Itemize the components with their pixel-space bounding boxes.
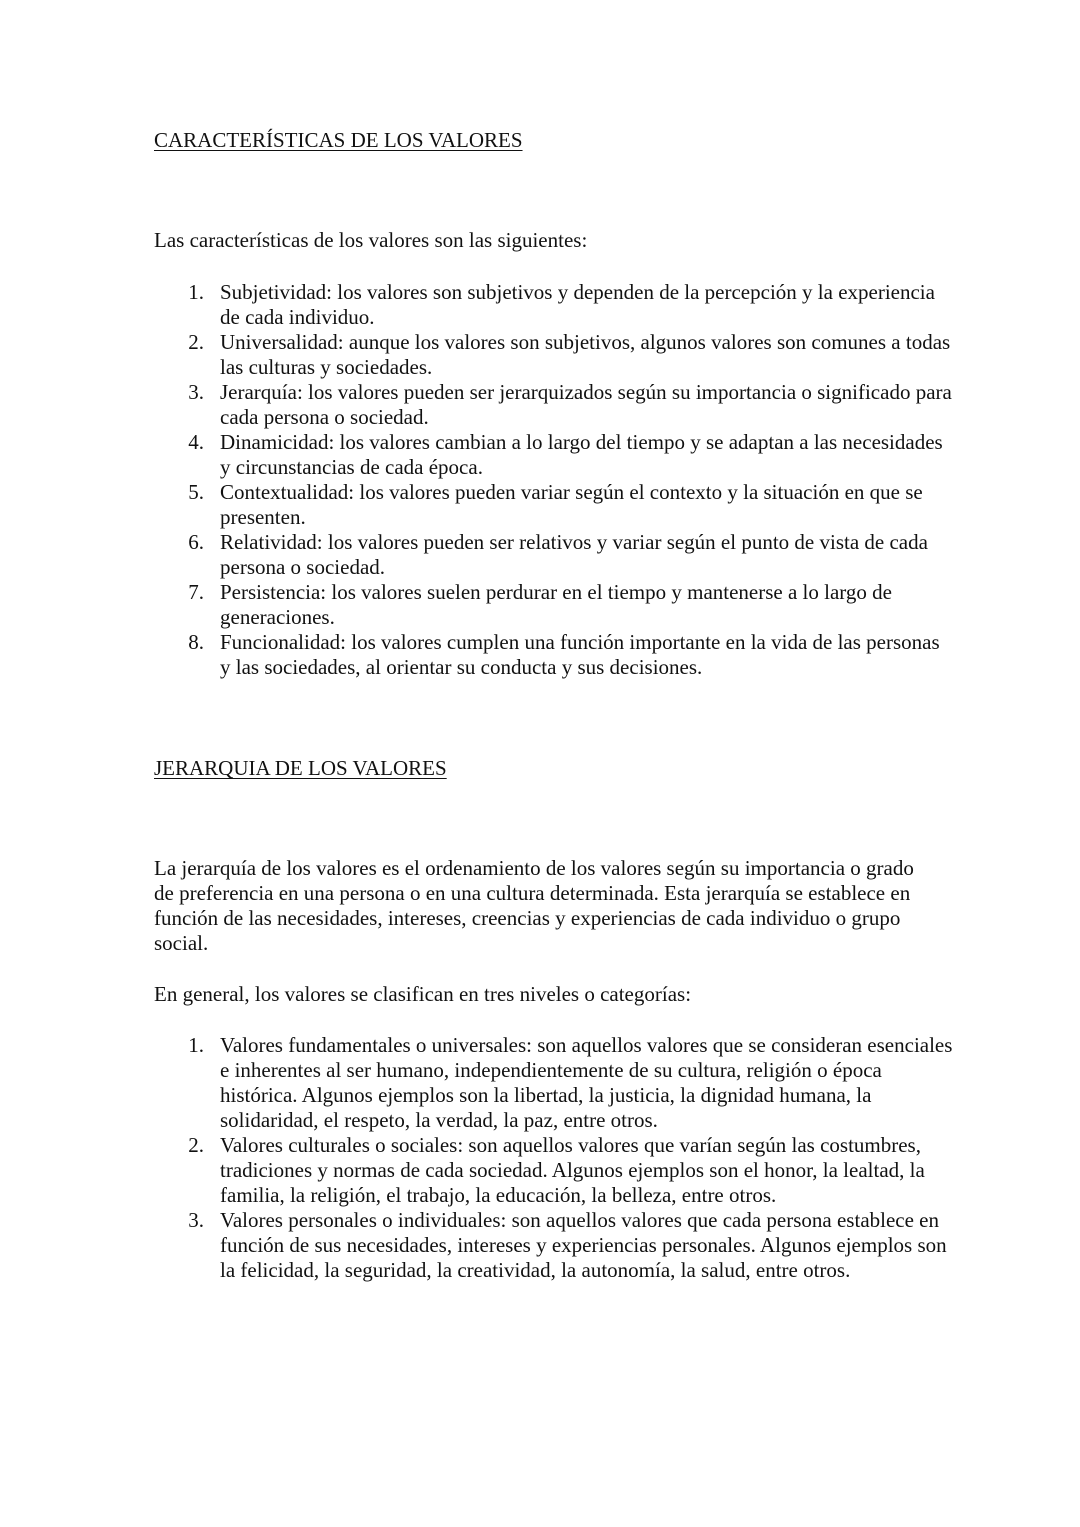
list-item [154,480,954,530]
list-item-number: 6. [188,530,204,554]
list-item-number: 1. [188,280,204,304]
section-paragraph-jerarquia: La jerarquía de los valores es el ordenamiento de los valores según su importancia o grado de preferencia en una persona o en una cultura determinada. Esta jerarquía se establece en función de las necesidades, intereses, creencias y experiencias de cada individuo o grupo social. [154,856,914,955]
section-title-caracteristicas: CARACTERÍSTICAS DE LOS VALORES [154,128,523,152]
list-item [154,530,954,580]
list-item-text: Persistencia: los valores suelen perdurar en el tiempo y mantenerse a lo largo de generaciones. [220,580,892,629]
list-item-text: Jerarquía: los valores pueden ser jerarquizados según su importancia o significado para cada persona o sociedad. [220,380,952,429]
list-item-number: 4. [188,430,204,454]
list-item-text: Subjetividad: los valores son subjetivos y dependen de la percepción y la experiencia de cada individuo. [220,280,935,329]
list-item-text: Relatividad: los valores pueden ser relativos y variar según el punto de vista de cada persona o sociedad. [220,530,928,579]
list-item-number: 2. [188,1133,204,1157]
list-item-number: 2. [188,330,204,354]
list-item-text: Valores culturales o sociales: son aquellos valores que varían según las costumbres, tradiciones y normas de cada sociedad. Algunos ejemplos son el honor, la lealtad, la familia, la religión, el trabajo, la educación, la belleza, entre otros. [220,1133,925,1207]
list-item [154,1133,954,1208]
list-item [154,580,954,630]
list-item-number: 7. [188,580,204,604]
hierarchy-list [154,1033,954,1283]
list-item [154,1033,954,1133]
section-intro-caracteristicas: Las características de los valores son las siguientes: [154,228,588,252]
list-item [154,280,954,330]
list-item-text: Valores personales o individuales: son aquellos valores que cada persona establece en función de sus necesidades, intereses y experiencias personales. Algunos ejemplos son la felicidad, la seguridad, la creatividad, la autonomía, la salud, entre otros. [220,1208,947,1282]
list-item-text: Contextualidad: los valores pueden variar según el contexto y la situación en que se presenten. [220,480,923,529]
list-item-text: Funcionalidad: los valores cumplen una función importante en la vida de las personas y las sociedades, al orientar su conducta y sus decisiones. [220,630,940,679]
list-item-number: 5. [188,480,204,504]
section-title-jerarquia: JERARQUIA DE LOS VALORES [154,756,447,780]
list-item-number: 8. [188,630,204,654]
characteristics-list [154,280,954,680]
section-intro-jerarquia: En general, los valores se clasifican en tres niveles o categorías: [154,982,692,1006]
list-item [154,430,954,480]
list-item-text: Valores fundamentales o universales: son aquellos valores que se consideran esenciales e inherentes al ser humano, independientemente de su cultura, religión o época histórica. Algunos ejemplos son la libertad, la justicia, la dignidad humana, la solidaridad, el respeto, la verdad, la paz, entre otros. [220,1033,953,1132]
list-item-text: Dinamicidad: los valores cambian a lo largo del tiempo y se adaptan a las necesidades y circunstancias de cada época. [220,430,943,479]
list-item [154,330,954,380]
list-item [154,1208,954,1283]
list-item [154,630,954,680]
list-item-number: 3. [188,380,204,404]
list-item-number: 1. [188,1033,204,1057]
list-item-text: Universalidad: aunque los valores son subjetivos, algunos valores son comunes a todas las culturas y sociedades. [220,330,951,379]
list-item-number: 3. [188,1208,204,1232]
list-item [154,380,954,430]
